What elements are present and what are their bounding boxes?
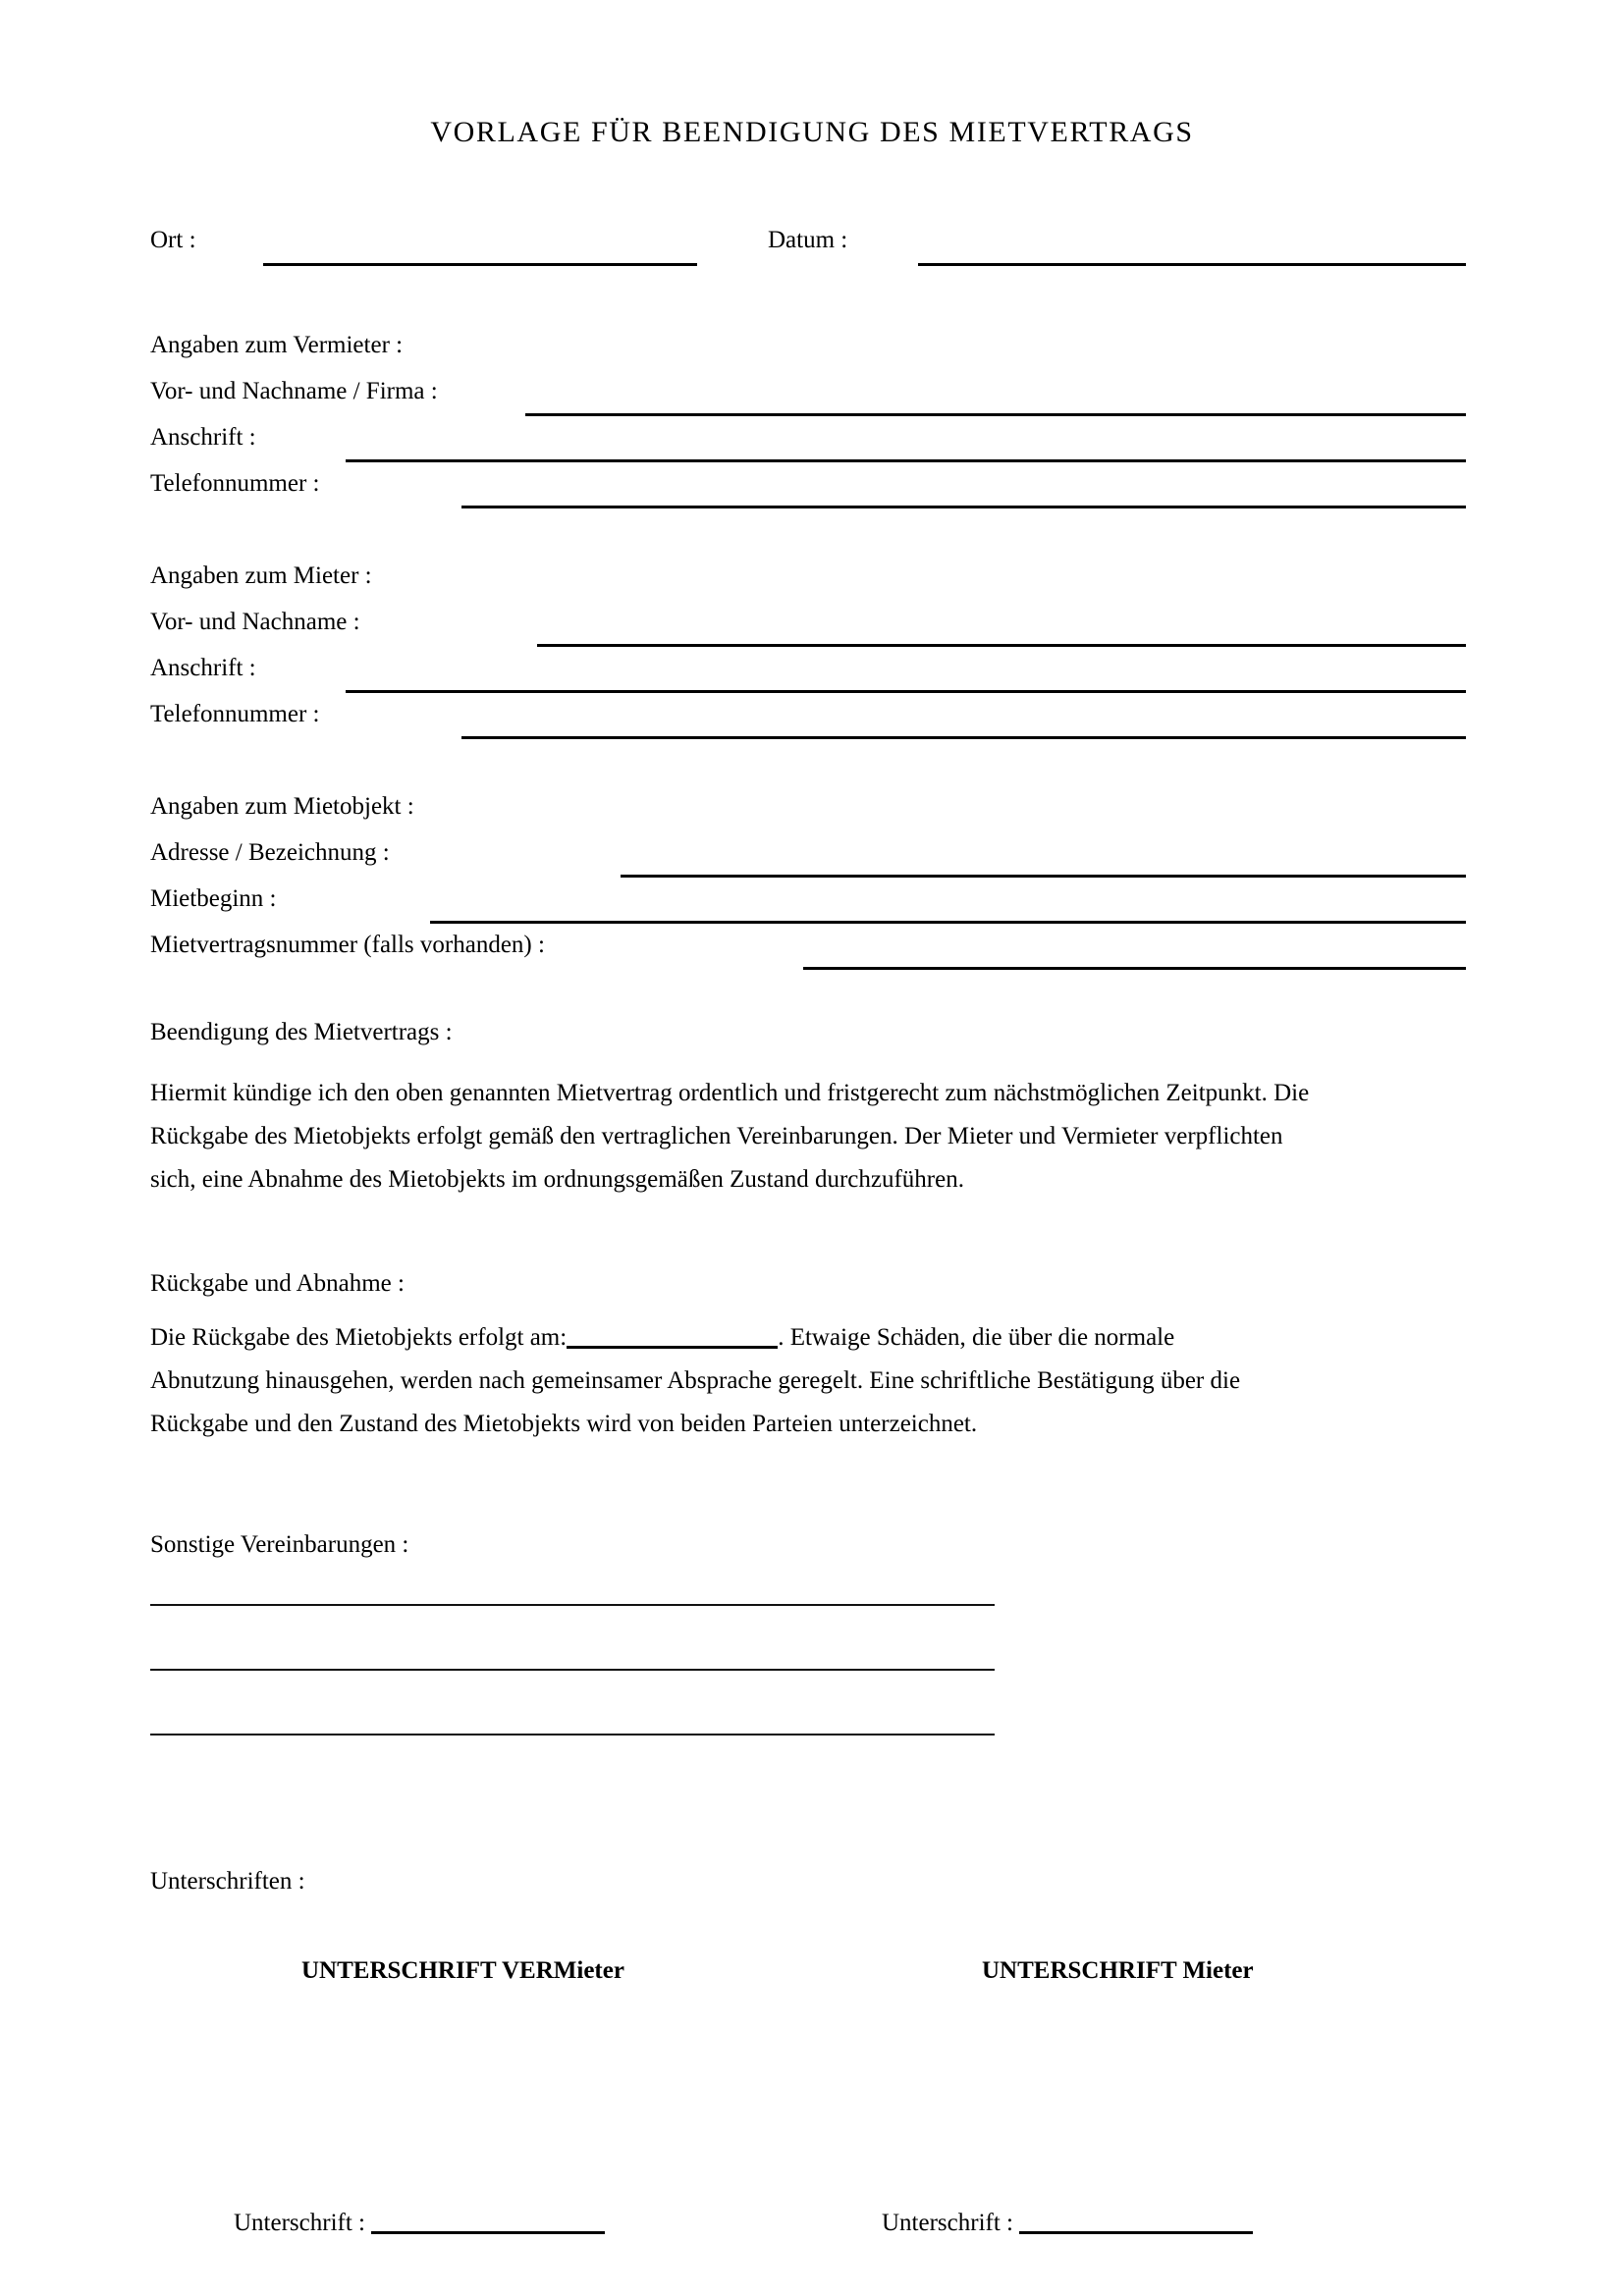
other-agreements-blank-line-3[interactable]: [150, 1734, 995, 1735]
handover-body-line-2: Abnutzung hinausgehen, werden nach gemeinsamer Absprache geregelt. Eine schriftliche Bestätigung über die: [150, 1367, 1241, 1394]
termination-section-heading: Beendigung des Mietvertrags :: [150, 1019, 453, 1045]
tenant-signature-label: Unterschrift :: [882, 2210, 1013, 2236]
handover-date-suffix-text: . Etwaige Schäden, die über die normale: [778, 1324, 1175, 1351]
landlord-phone-input-rule[interactable]: [461, 506, 1466, 508]
tenant-name-label: Vor- und Nachname :: [150, 609, 360, 635]
tenant-signature-caption: UNTERSCHRIFT Mieter: [982, 1957, 1254, 1984]
page-title: VORLAGE FÜR BEENDIGUNG DES MIETVERTRAGS: [430, 116, 1194, 148]
landlord-name-label: Vor- und Nachname / Firma :: [150, 378, 438, 404]
property-address-input-rule[interactable]: [621, 875, 1466, 878]
landlord-signature-line: [234, 2202, 605, 2245]
date-input-rule[interactable]: [918, 263, 1466, 266]
landlord-address-label: Anschrift :: [150, 424, 256, 451]
tenant-phone-input-rule[interactable]: [461, 736, 1466, 739]
landlord-signature-blank[interactable]: [371, 2231, 605, 2234]
other-agreements-blank-line-1[interactable]: [150, 1604, 995, 1606]
tenant-address-input-rule[interactable]: [346, 690, 1466, 693]
handover-body-line-1: [150, 1316, 1174, 1360]
tenant-signature-blank[interactable]: [1019, 2231, 1253, 2234]
handover-date-prefix-text: Die Rückgabe des Mietobjekts erfolgt am:: [150, 1324, 568, 1351]
contract-number-label: Mietvertragsnummer (falls vorhanden) :: [150, 932, 545, 958]
other-agreements-blank-line-2[interactable]: [150, 1669, 995, 1671]
termination-body-line-2: Rückgabe des Mietobjekts erfolgt gemäß den vertraglichen Vereinbarungen. Der Mieter und Vermieter verpflichten: [150, 1123, 1283, 1149]
tenant-section-heading: Angaben zum Mieter :: [150, 562, 372, 589]
landlord-address-input-rule[interactable]: [346, 459, 1466, 462]
signatures-section-heading: Unterschriften :: [150, 1868, 305, 1895]
property-section-heading: Angaben zum Mietobjekt :: [150, 793, 414, 820]
landlord-name-input-rule[interactable]: [525, 413, 1466, 416]
handover-date-blank[interactable]: [567, 1346, 778, 1349]
landlord-signature-label: Unterschrift :: [234, 2210, 365, 2236]
other-agreements-heading: Sonstige Vereinbarungen :: [150, 1531, 409, 1558]
landlord-phone-label: Telefonnummer :: [150, 470, 320, 497]
rental-start-input-rule[interactable]: [430, 921, 1466, 924]
rental-start-label: Mietbeginn :: [150, 885, 277, 912]
contract-number-input-rule[interactable]: [803, 967, 1466, 970]
tenant-signature-line: [882, 2202, 1253, 2245]
termination-body-line-3: sich, eine Abnahme des Mietobjekts im ordnungsgemäßen Zustand durchzuführen.: [150, 1166, 964, 1193]
landlord-signature-caption: UNTERSCHRIFT VERMieter: [301, 1957, 624, 1984]
tenant-address-label: Anschrift :: [150, 655, 256, 681]
tenant-name-input-rule[interactable]: [537, 644, 1466, 647]
place-label: Ort :: [150, 227, 196, 253]
date-label: Datum :: [768, 227, 848, 253]
tenant-phone-label: Telefonnummer :: [150, 701, 320, 727]
property-address-label: Adresse / Bezeichnung :: [150, 839, 390, 866]
handover-section-heading: Rückgabe und Abnahme :: [150, 1270, 405, 1297]
handover-body-line-3: Rückgabe und den Zustand des Mietobjekts wird von beiden Parteien unterzeichnet.: [150, 1411, 978, 1437]
landlord-section-heading: Angaben zum Vermieter :: [150, 332, 404, 358]
termination-body-line-1: Hiermit kündige ich den oben genannten Mietvertrag ordentlich und fristgerecht zum nächstmöglichen Zeitpunkt. Die: [150, 1080, 1310, 1106]
place-input-rule[interactable]: [263, 263, 697, 266]
